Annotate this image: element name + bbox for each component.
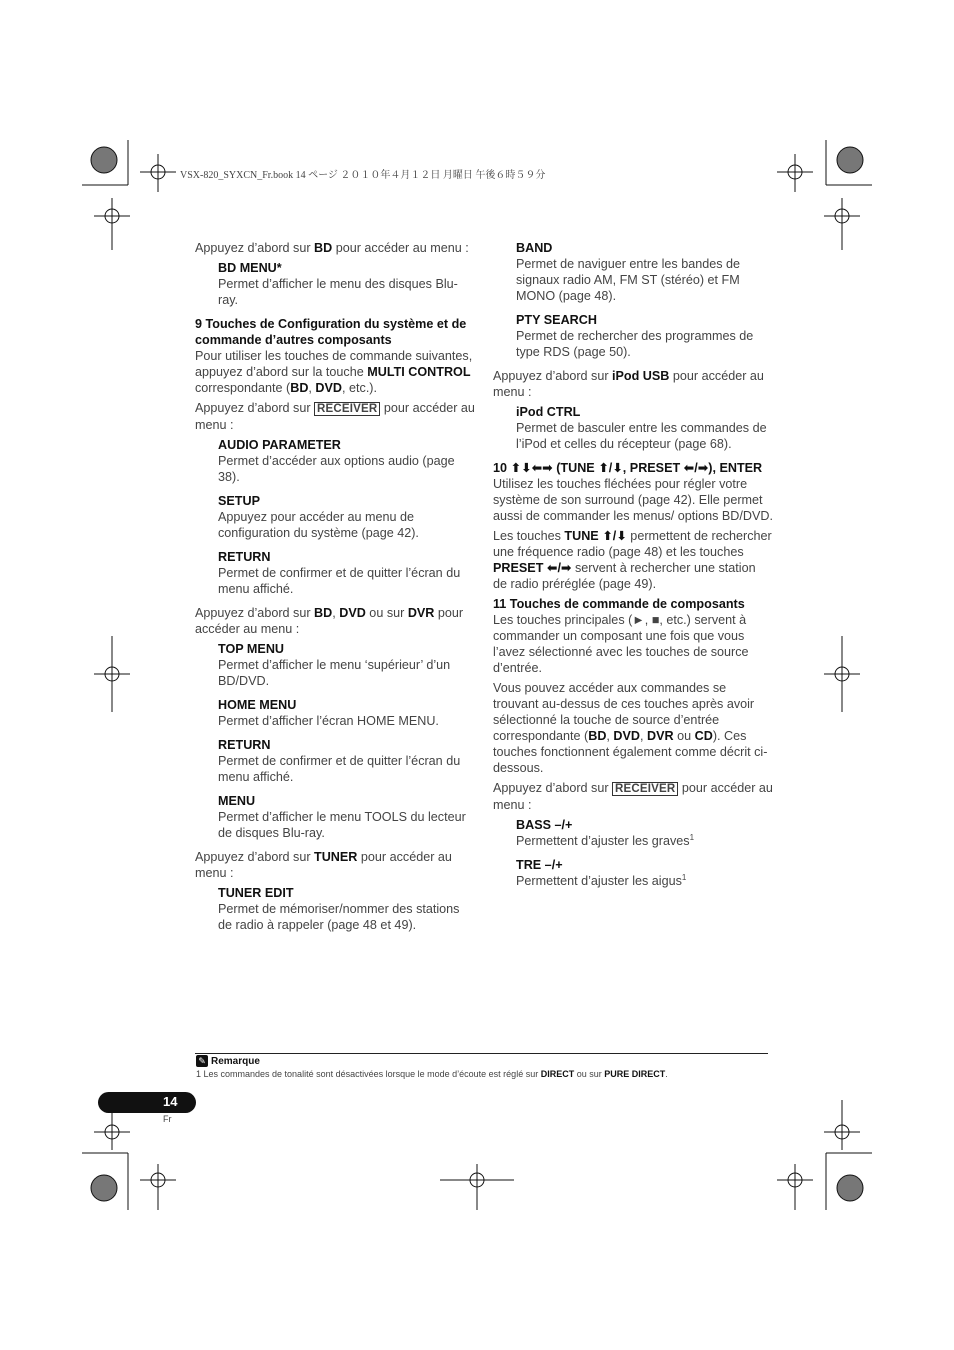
section-11-heading: 11 Touches de commande de composants xyxy=(493,597,745,611)
paragraph: Appuyez d’abord sur RECEIVER pour accéder au menu : xyxy=(493,781,773,812)
paragraph: Appuyez d’abord sur BD, DVD ou sur DVR pour accéder au menu : xyxy=(195,606,464,636)
ipod-ctrl-entry: iPod CTRL Permet de basculer entre les commandes de l’iPod et celles du récepteur (page 68). xyxy=(516,405,767,451)
tuner-edit-entry: TUNER EDIT Permet de mémoriser/nommer des stations de radio à rappeler (page 48 et 49). xyxy=(218,886,460,932)
paragraph: Les touches principales (►, ■, etc.) servent à commander un composant une fois que vous l’avez sélectionné avec les touches de source d’entrée. xyxy=(493,613,749,675)
note-divider xyxy=(195,1053,768,1054)
book-header: VSX-820_SYXCN_Fr.book 14 ページ ２０１０年４月１２日 月曜日 午後６時５９分 xyxy=(180,170,546,181)
paragraph: Appuyez d’abord sur TUNER pour accéder au menu : xyxy=(195,850,452,880)
audio-parameter-entry: AUDIO PARAMETER Permet d’accéder aux options audio (page 38). xyxy=(218,438,455,484)
return-entry: RETURN Permet de confirmer et de quitter l’écran du menu affiché. xyxy=(218,550,461,596)
setup-entry: SETUP Appuyez pour accéder au menu de configuration du système (page 42). xyxy=(218,494,419,540)
receiver-key-label: RECEIVER xyxy=(612,782,678,796)
receiver-key-label: RECEIVER xyxy=(314,402,380,416)
paragraph: Pour utiliser les touches de commande suivantes, appuyez d’abord sur la touche MULTI CONTROL correspondante (BD, DVD, etc.). xyxy=(195,349,473,395)
paragraph: Appuyez d’abord sur RECEIVER pour accéder au menu : xyxy=(195,401,475,432)
bd-menu-entry: BD MENU* Permet d’afficher le menu des disques Blu-ray. xyxy=(218,261,458,307)
menu-entry: MENU Permet d’afficher le menu TOOLS du lecteur de disques Blu-ray. xyxy=(218,794,466,840)
footnote: 1 Les commandes de tonalité sont désactivées lorsque le mode d’écoute est réglé sur DIRECT ou sur PURE DIRECT. xyxy=(196,1069,668,1079)
return-entry: RETURN Permet de confirmer et de quitter l’écran du menu affiché. xyxy=(218,738,461,784)
paragraph: Vous pouvez accéder aux commandes se trouvant au-dessus de ces touches après avoir sélectionné la touche de source d’entrée correspondante (BD, DVD, DVR ou CD). Ces touches fonctionnent également comme décrit ci-dessous. xyxy=(493,681,768,775)
page-number: 14 xyxy=(163,1094,178,1109)
paragraph: Appuyez d’abord sur iPod USB pour accéder au menu : xyxy=(493,369,764,399)
pencil-icon: ✎ xyxy=(196,1055,208,1067)
language-code: Fr xyxy=(163,1114,172,1124)
paragraph: Utilisez les touches fléchées pour régler votre système de son surround (page 42). Elle permet aussi de commander les menus/ options BD/DVD. xyxy=(493,477,773,523)
band-entry: BAND Permet de naviguer entre les bandes de signaux radio AM, FM ST (stéréo) et FM MONO (page 48). xyxy=(516,241,741,303)
right-column xyxy=(493,240,773,897)
home-menu-entry: HOME MENU Permet d’afficher l’écran HOME MENU. xyxy=(218,698,439,728)
paragraph: Appuyez d’abord sur BD pour accéder au menu : xyxy=(195,241,469,255)
pty-search-entry: PTY SEARCH Permet de rechercher des programmes de type RDS (page 50). xyxy=(516,313,754,359)
note-title: ✎ Remarque xyxy=(196,1055,260,1067)
section-10-heading: 10 ⬆⬇⬅➡ (TUNE ⬆/⬇, PRESET ⬅/➡), ENTER xyxy=(493,461,763,475)
section-9-heading: 9 Touches de Configuration du système et de commande d’autres composants xyxy=(195,317,467,347)
page-number-tab xyxy=(98,1092,196,1113)
bass-entry: BASS –/+ Permettent d’ajuster les graves$^1$ xyxy=(516,818,695,848)
paragraph: Les touches TUNE ⬆/⬇ permettent de rechercher une fréquence radio (page 48) et les touches PRESET ⬅/➡ servent à rechercher une station de radio préréglée (page 49). xyxy=(493,529,772,591)
treble-entry: TRE –/+ Permettent d’ajuster les aigus$^1$ xyxy=(516,858,687,888)
left-column xyxy=(195,240,475,941)
top-menu-entry: TOP MENU Permet d’afficher le menu ‘supérieur’ d’un BD/DVD. xyxy=(218,642,451,688)
